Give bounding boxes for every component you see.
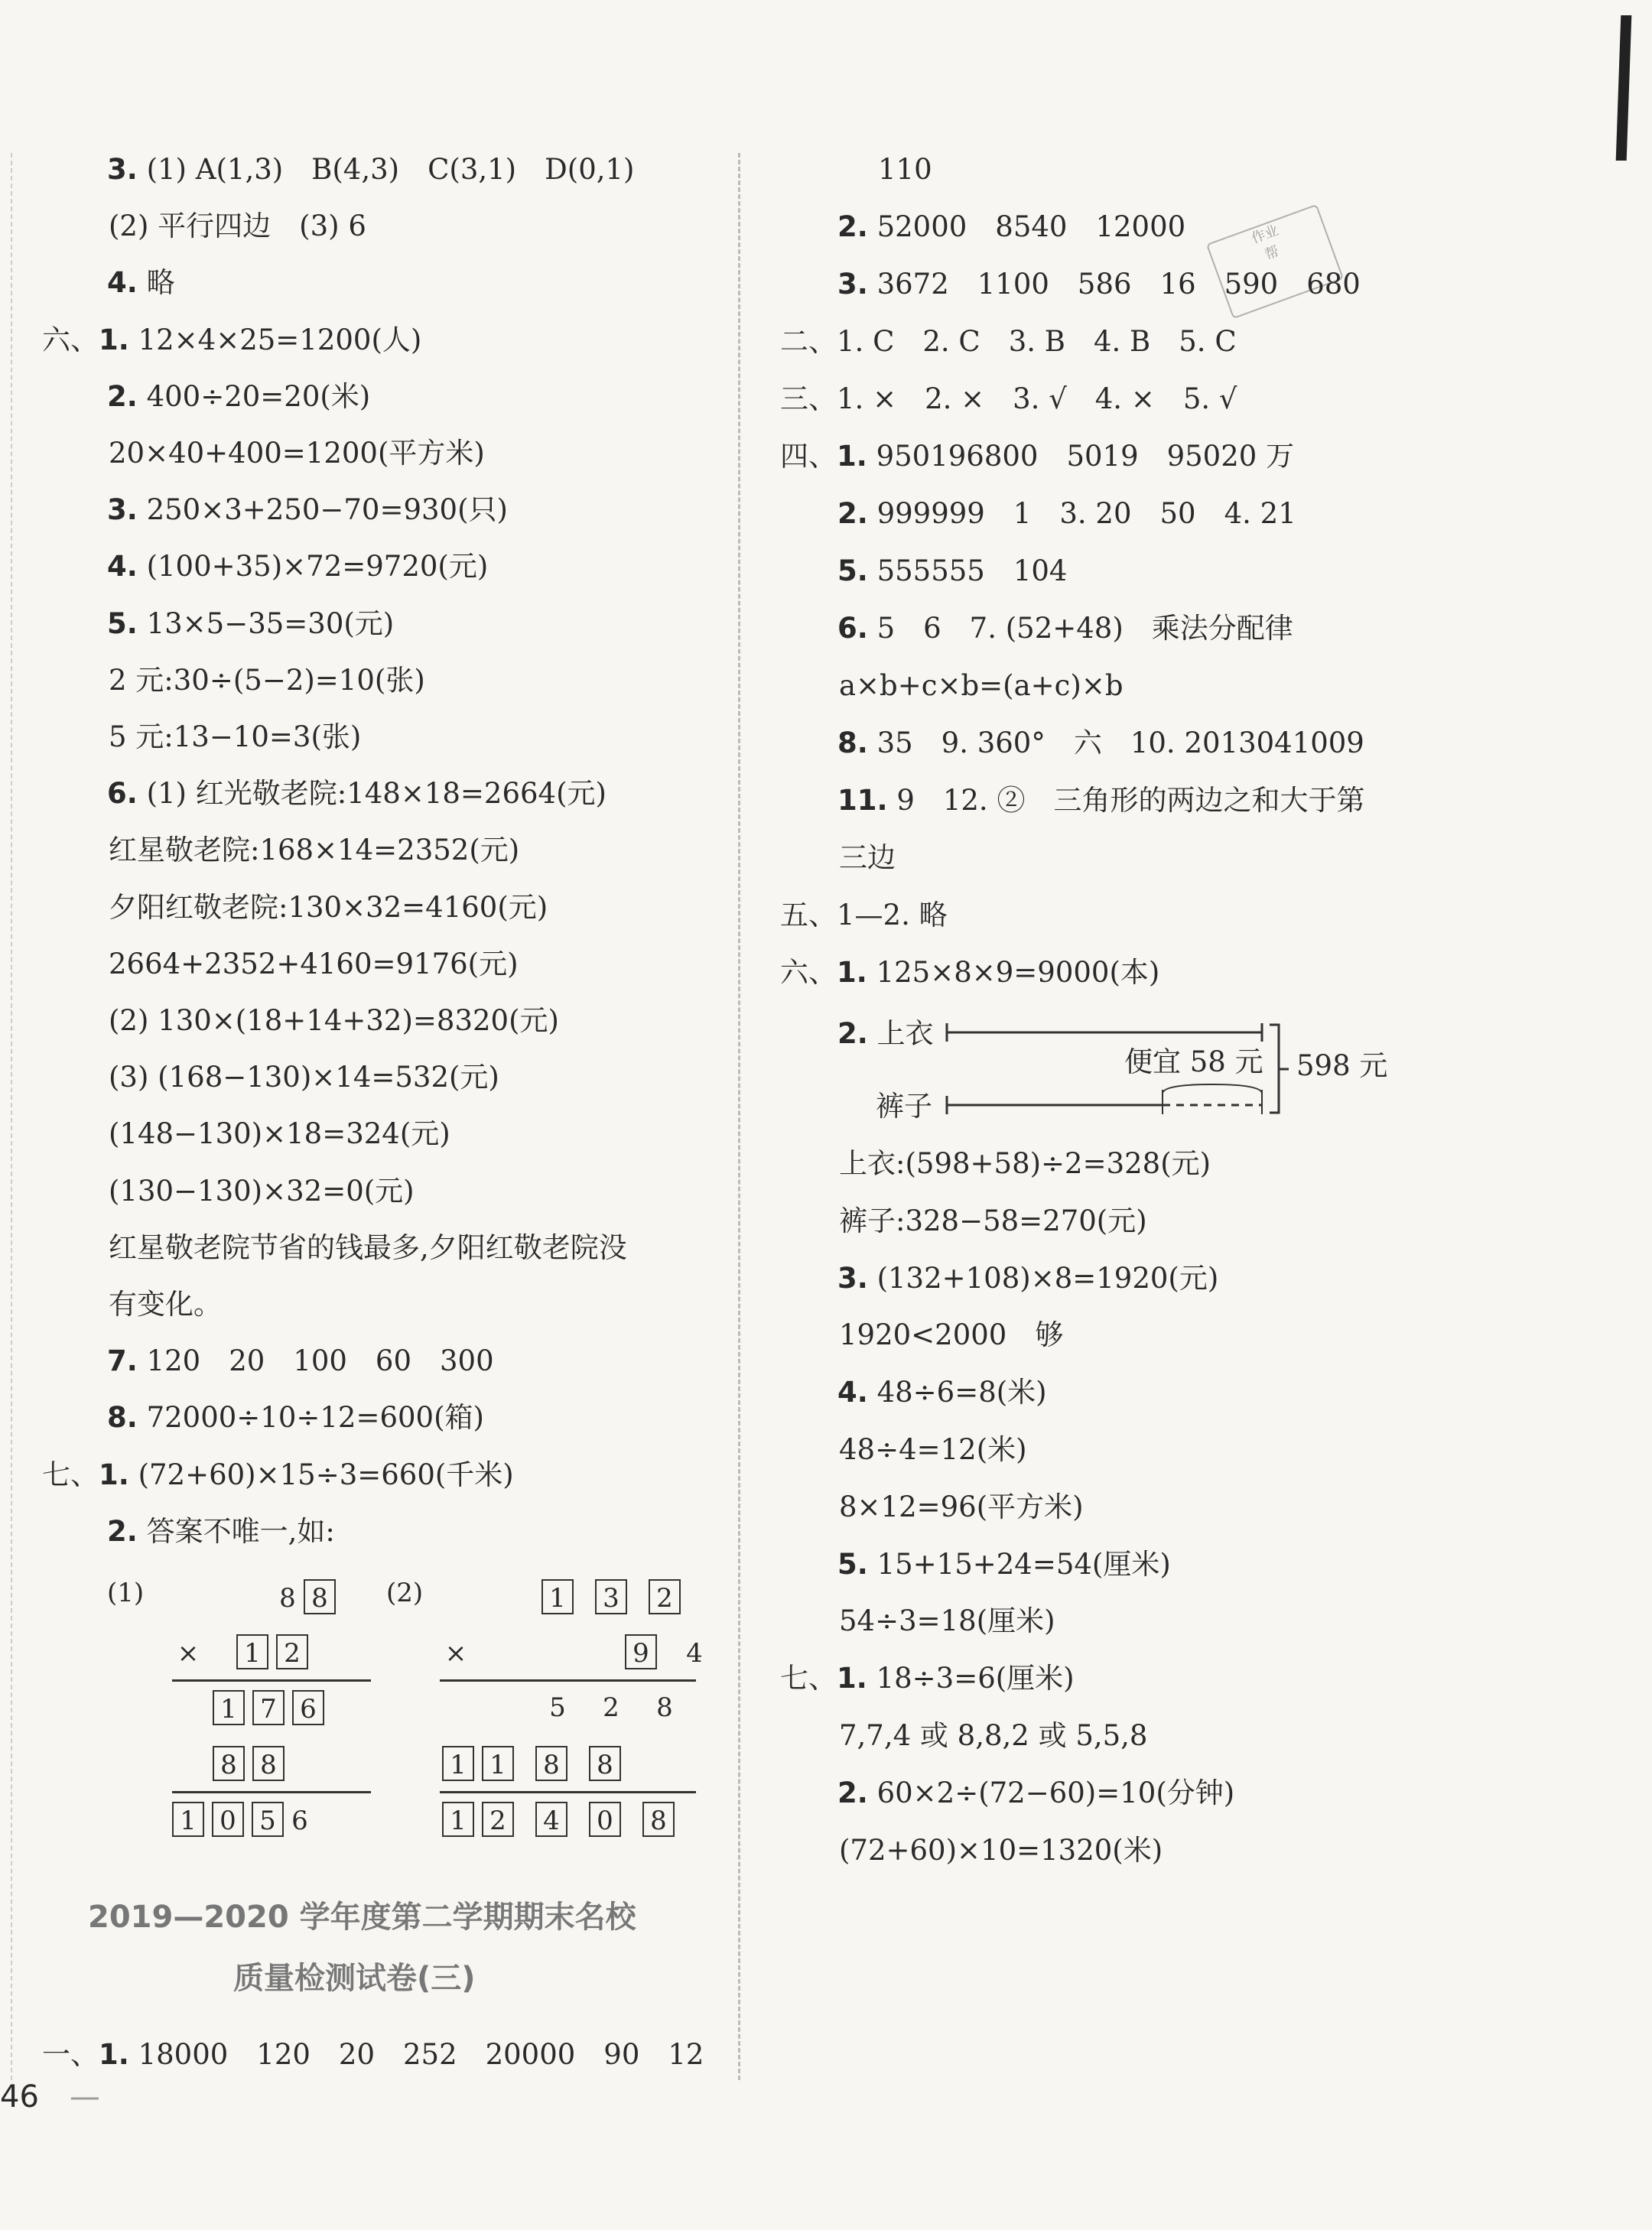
answer-text: 1—2. 略 (837, 899, 948, 931)
answer-text: 1. C 2. C 3. B 4. B 5. C (837, 325, 1237, 358)
answer-line (107, 141, 635, 198)
answer-text: 48÷4=12(米) (839, 1433, 1027, 1466)
digit-box: 1 (172, 1802, 204, 1837)
answer-text: 20×40+400=1200(平方米) (109, 437, 485, 470)
answer-text: 60×2÷(72−60)=10(分钟) (876, 1776, 1235, 1809)
segment-label-pants: 裤子 (876, 1090, 932, 1123)
question-number: 4. (107, 266, 138, 300)
answer-text: (1) 红光敬老院:148×18=2664(元) (146, 777, 606, 811)
answer-line (839, 1822, 1163, 1879)
answer-text: 1. × 2. × 3. √ 4. × 5. √ (837, 382, 1237, 415)
answer-text: 110 (878, 153, 932, 186)
answer-line (109, 1163, 415, 1220)
digit-box: 4 (535, 1802, 567, 1837)
answer-line (109, 198, 366, 255)
answer-line (837, 772, 1364, 829)
segment-label-coat: 上衣 (876, 1017, 934, 1050)
answer-text: 120 20 100 60 300 (146, 1344, 494, 1378)
answer-line (837, 256, 1361, 313)
difference-label: 便宜 58 元 (1124, 1045, 1263, 1078)
answer-line (109, 425, 485, 482)
answer-text: 2664+2352+4160=9176(元) (109, 947, 519, 980)
answer-text: 5 元:13−10=3(张) (109, 720, 362, 753)
answer-line (839, 1593, 1055, 1650)
answer-line (839, 658, 1124, 714)
digit-box: 5 (252, 1802, 284, 1837)
digit-box: 2 (649, 1579, 681, 1614)
question-number: 8. (837, 727, 868, 759)
margin-rule (11, 153, 12, 2080)
times-sign: × (177, 1638, 200, 1669)
section-number: 七、 (780, 1662, 837, 1695)
question-number: 1. (99, 1458, 129, 1491)
digit: 5 (549, 1692, 566, 1723)
answer-text: (72+60)×10=1320(米) (839, 1833, 1163, 1867)
digit-box: 1 (236, 1634, 268, 1669)
mult-row (172, 1634, 308, 1676)
question-number: 3. (837, 1261, 868, 1295)
sum-line (440, 1679, 696, 1682)
answer-text: (100+35)×72=9720(元) (146, 550, 489, 584)
digit: 6 (291, 1806, 308, 1836)
answer-text: (72+60)×15÷3=660(千米) (138, 1458, 514, 1491)
question-number: 4. (107, 550, 138, 584)
answer-text: 18÷3=6(厘米) (876, 1662, 1075, 1695)
question-number: 1. (837, 440, 867, 473)
digit-box: 8 (535, 1746, 567, 1781)
answer-line (837, 1250, 1218, 1307)
digit-box: 8 (213, 1746, 245, 1781)
question-number: 1. (837, 956, 867, 989)
answer-line (837, 199, 1185, 255)
question-number: 5. (837, 1547, 868, 1581)
answer-text: (2) 平行四边 (3) 6 (109, 210, 366, 243)
section-number: 三、 (780, 382, 837, 415)
answer-text: 8×12=96(平方米) (839, 1490, 1084, 1523)
digit-box: 9 (625, 1634, 657, 1669)
answer-line (837, 486, 1296, 542)
answer-line (837, 1006, 934, 1062)
answer-text: 答案不唯一,如: (146, 1514, 335, 1548)
answer-text: 125×8×9=9000(本) (876, 956, 1160, 989)
digit-box: 6 (292, 1690, 324, 1725)
answer-text: 5 6 7. (52+48) 乘法分配律 (876, 612, 1293, 645)
page-number-text: 46 (0, 2079, 39, 2115)
answer-text: a×b+c×b=(a+c)×b (839, 669, 1124, 702)
answer-line (109, 1049, 499, 1106)
question-number: 7. (107, 1344, 138, 1378)
answer-text: 3672 1100 586 16 590 680 (876, 268, 1361, 301)
watermark-stamp: 作业 帮 (1206, 204, 1344, 319)
answer-line (780, 314, 1237, 370)
digit-box: 7 (252, 1690, 285, 1725)
question-number: 5. (107, 606, 138, 640)
answer-text: 400÷20=20(米) (146, 379, 371, 413)
answer-text: 2 元:30÷(5−2)=10(张) (109, 663, 425, 697)
example-label: (2) (386, 1578, 424, 1608)
answer-text: 三边 (839, 841, 896, 874)
mult-row (213, 1690, 324, 1731)
question-number: 1. (837, 1662, 867, 1695)
answer-line (839, 1136, 1211, 1192)
answer-text: 1920<2000 够 (839, 1318, 1064, 1352)
mult-row (541, 1690, 681, 1730)
section-number: 一、 (42, 2038, 99, 2071)
answer-line (107, 766, 606, 822)
sum-line (440, 1791, 696, 1793)
digit-box: 1 (482, 1746, 514, 1781)
digit: 8 (279, 1583, 296, 1614)
answer-line (107, 596, 394, 652)
answer-text: 9 12. ② 三角形的两边之和大于第 (896, 784, 1365, 817)
answer-text: 上衣:(598+58)÷2=328(元) (839, 1147, 1211, 1180)
question-number: 4. (837, 1376, 868, 1409)
section-heading: 质量检测试卷(三) (233, 1961, 476, 1996)
digit: 2 (603, 1692, 620, 1723)
mult-row (440, 1634, 711, 1676)
digit-box: 0 (212, 1802, 244, 1837)
answer-text: 红星敬老院:168×14=2352(元) (109, 834, 520, 867)
answer-line (42, 1447, 514, 1503)
answer-text: (132+108)×8=1920(元) (876, 1261, 1219, 1295)
example-label: (1) (107, 1578, 145, 1608)
question-number: 2. (107, 1514, 138, 1548)
answer-text: 7,7,4 或 8,8,2 或 5,5,8 (839, 1719, 1148, 1752)
answer-text: 950196800 5019 95020 万 (876, 440, 1295, 473)
answer-line (109, 1106, 450, 1162)
answer-line (878, 141, 932, 198)
digit-box: 8 (642, 1802, 675, 1837)
answer-line (780, 371, 1237, 427)
answer-text: 13×5−35=30(元) (146, 606, 395, 640)
answer-line (107, 369, 370, 425)
question-number: 3. (107, 493, 138, 527)
mult-row (442, 1746, 621, 1787)
mult-row (442, 1802, 675, 1843)
digit-box: 8 (589, 1746, 621, 1781)
answer-text: 红星敬老院节省的钱最多,夕阳红敬老院没 (109, 1230, 627, 1264)
answer-text: (148−130)×18=324(元) (109, 1117, 450, 1151)
answer-text: (1) A(1,3) B(4,3) C(3,1) D(0,1) (146, 153, 635, 186)
sum-line (172, 1791, 371, 1793)
page-number: 46 — (0, 2079, 100, 2115)
section-number: 六、 (42, 323, 99, 356)
digit-box: 3 (595, 1579, 627, 1614)
answer-line (780, 1650, 1075, 1707)
section-number: 五、 (780, 899, 837, 931)
answer-line (109, 1276, 222, 1333)
question-number: 2. (837, 1776, 868, 1809)
digit-box: 1 (213, 1690, 245, 1725)
digit-box: 2 (482, 1802, 514, 1837)
answer-line (780, 887, 948, 944)
digit-box: 1 (442, 1802, 474, 1837)
answer-line (42, 312, 421, 369)
answer-line (42, 2027, 704, 2083)
answer-line (107, 255, 175, 311)
answer-text: 35 9. 360° 六 10. 2013041009 (876, 727, 1364, 759)
answer-text: 54÷3=18(厘米) (839, 1604, 1055, 1638)
total-label: 598 元 (1296, 1049, 1388, 1082)
answer-line (109, 822, 519, 879)
answer-text: (2) 130×(18+14+32)=8320(元) (109, 1004, 559, 1037)
digit-box: 8 (304, 1579, 336, 1614)
mult-row (541, 1579, 681, 1620)
answer-line (839, 1307, 1063, 1364)
question-number: 2. (837, 497, 868, 530)
answer-line (109, 1220, 627, 1276)
answer-text: 略 (146, 266, 175, 300)
question-number: 2. (107, 379, 138, 413)
question-number: 3. (837, 268, 868, 301)
answer-line (107, 1503, 335, 1560)
answer-line (837, 1765, 1234, 1822)
question-number: 6. (837, 612, 868, 645)
answer-line (107, 1390, 484, 1446)
answer-line (837, 600, 1293, 657)
answer-line (837, 1536, 1171, 1593)
digit: 8 (656, 1692, 673, 1723)
question-number: 5. (837, 554, 868, 587)
answer-line (109, 709, 361, 766)
answer-text: 999999 1 3. 20 50 4. 21 (876, 497, 1296, 530)
scan-edge-mark (1616, 15, 1632, 161)
answer-line (109, 936, 519, 993)
answer-text: 12×4×25=1200(人) (138, 323, 422, 356)
answer-text: 52000 8540 12000 (876, 210, 1186, 243)
answer-text: (130−130)×32=0(元) (109, 1174, 415, 1208)
question-number: 2. (837, 210, 868, 243)
column-divider (738, 153, 740, 2080)
mult-row (272, 1579, 336, 1620)
section-number: 四、 (780, 440, 837, 473)
digit-box: 8 (252, 1746, 285, 1781)
answer-line (109, 652, 425, 709)
answer-text: (3) (168−130)×14=532(元) (109, 1061, 499, 1094)
digit: 4 (686, 1638, 703, 1669)
answer-text: 18000 120 20 252 20000 90 12 (138, 2038, 704, 2071)
answer-line (839, 1479, 1084, 1536)
question-number: 6. (107, 777, 138, 811)
answer-text: 有变化。 (109, 1288, 222, 1321)
answer-line (109, 879, 548, 936)
answer-line (837, 543, 1067, 600)
answer-line (839, 830, 896, 886)
digit-box: 1 (442, 1746, 474, 1781)
digit-box: 0 (589, 1802, 621, 1837)
answer-text: 裤子:328−58=270(元) (839, 1204, 1147, 1237)
digit-box: 1 (541, 1579, 574, 1614)
answer-text: 夕阳红敬老院:130×32=4160(元) (109, 890, 548, 924)
answer-line (107, 1333, 494, 1390)
answer-text: 250×3+250−70=930(只) (146, 493, 508, 527)
answer-text: 72000÷10÷12=600(箱) (146, 1401, 484, 1435)
question-number: 11. (837, 784, 888, 817)
digit-box: 2 (276, 1634, 308, 1669)
answer-line (837, 1364, 1047, 1421)
mult-row (172, 1802, 316, 1843)
answer-line (780, 944, 1159, 1001)
question-number: 1. (99, 323, 129, 356)
section-number: 七、 (42, 1458, 99, 1491)
answer-line (839, 1422, 1027, 1478)
answer-line (107, 482, 508, 538)
question-number: 2. (837, 1017, 868, 1050)
answer-line (107, 538, 488, 595)
answer-line (780, 428, 1294, 485)
answer-line (837, 715, 1364, 772)
question-number: 8. (107, 1401, 138, 1435)
times-sign: × (444, 1638, 467, 1669)
answer-line (109, 993, 559, 1049)
answer-text: 555555 104 (876, 554, 1068, 587)
question-number: 1. (99, 2038, 129, 2071)
answer-text: 48÷6=8(米) (876, 1376, 1047, 1409)
section-number: 二、 (780, 325, 837, 358)
sum-line (172, 1679, 371, 1682)
question-number: 3. (107, 153, 138, 186)
section-heading: 2019—2020 学年度第二学期期末名校 (88, 1900, 636, 1935)
section-number: 六、 (780, 956, 837, 989)
mult-row (213, 1746, 285, 1787)
answer-line (839, 1708, 1147, 1764)
answer-line (839, 1193, 1147, 1250)
answer-text: 15+15+24=54(厘米) (876, 1547, 1171, 1581)
